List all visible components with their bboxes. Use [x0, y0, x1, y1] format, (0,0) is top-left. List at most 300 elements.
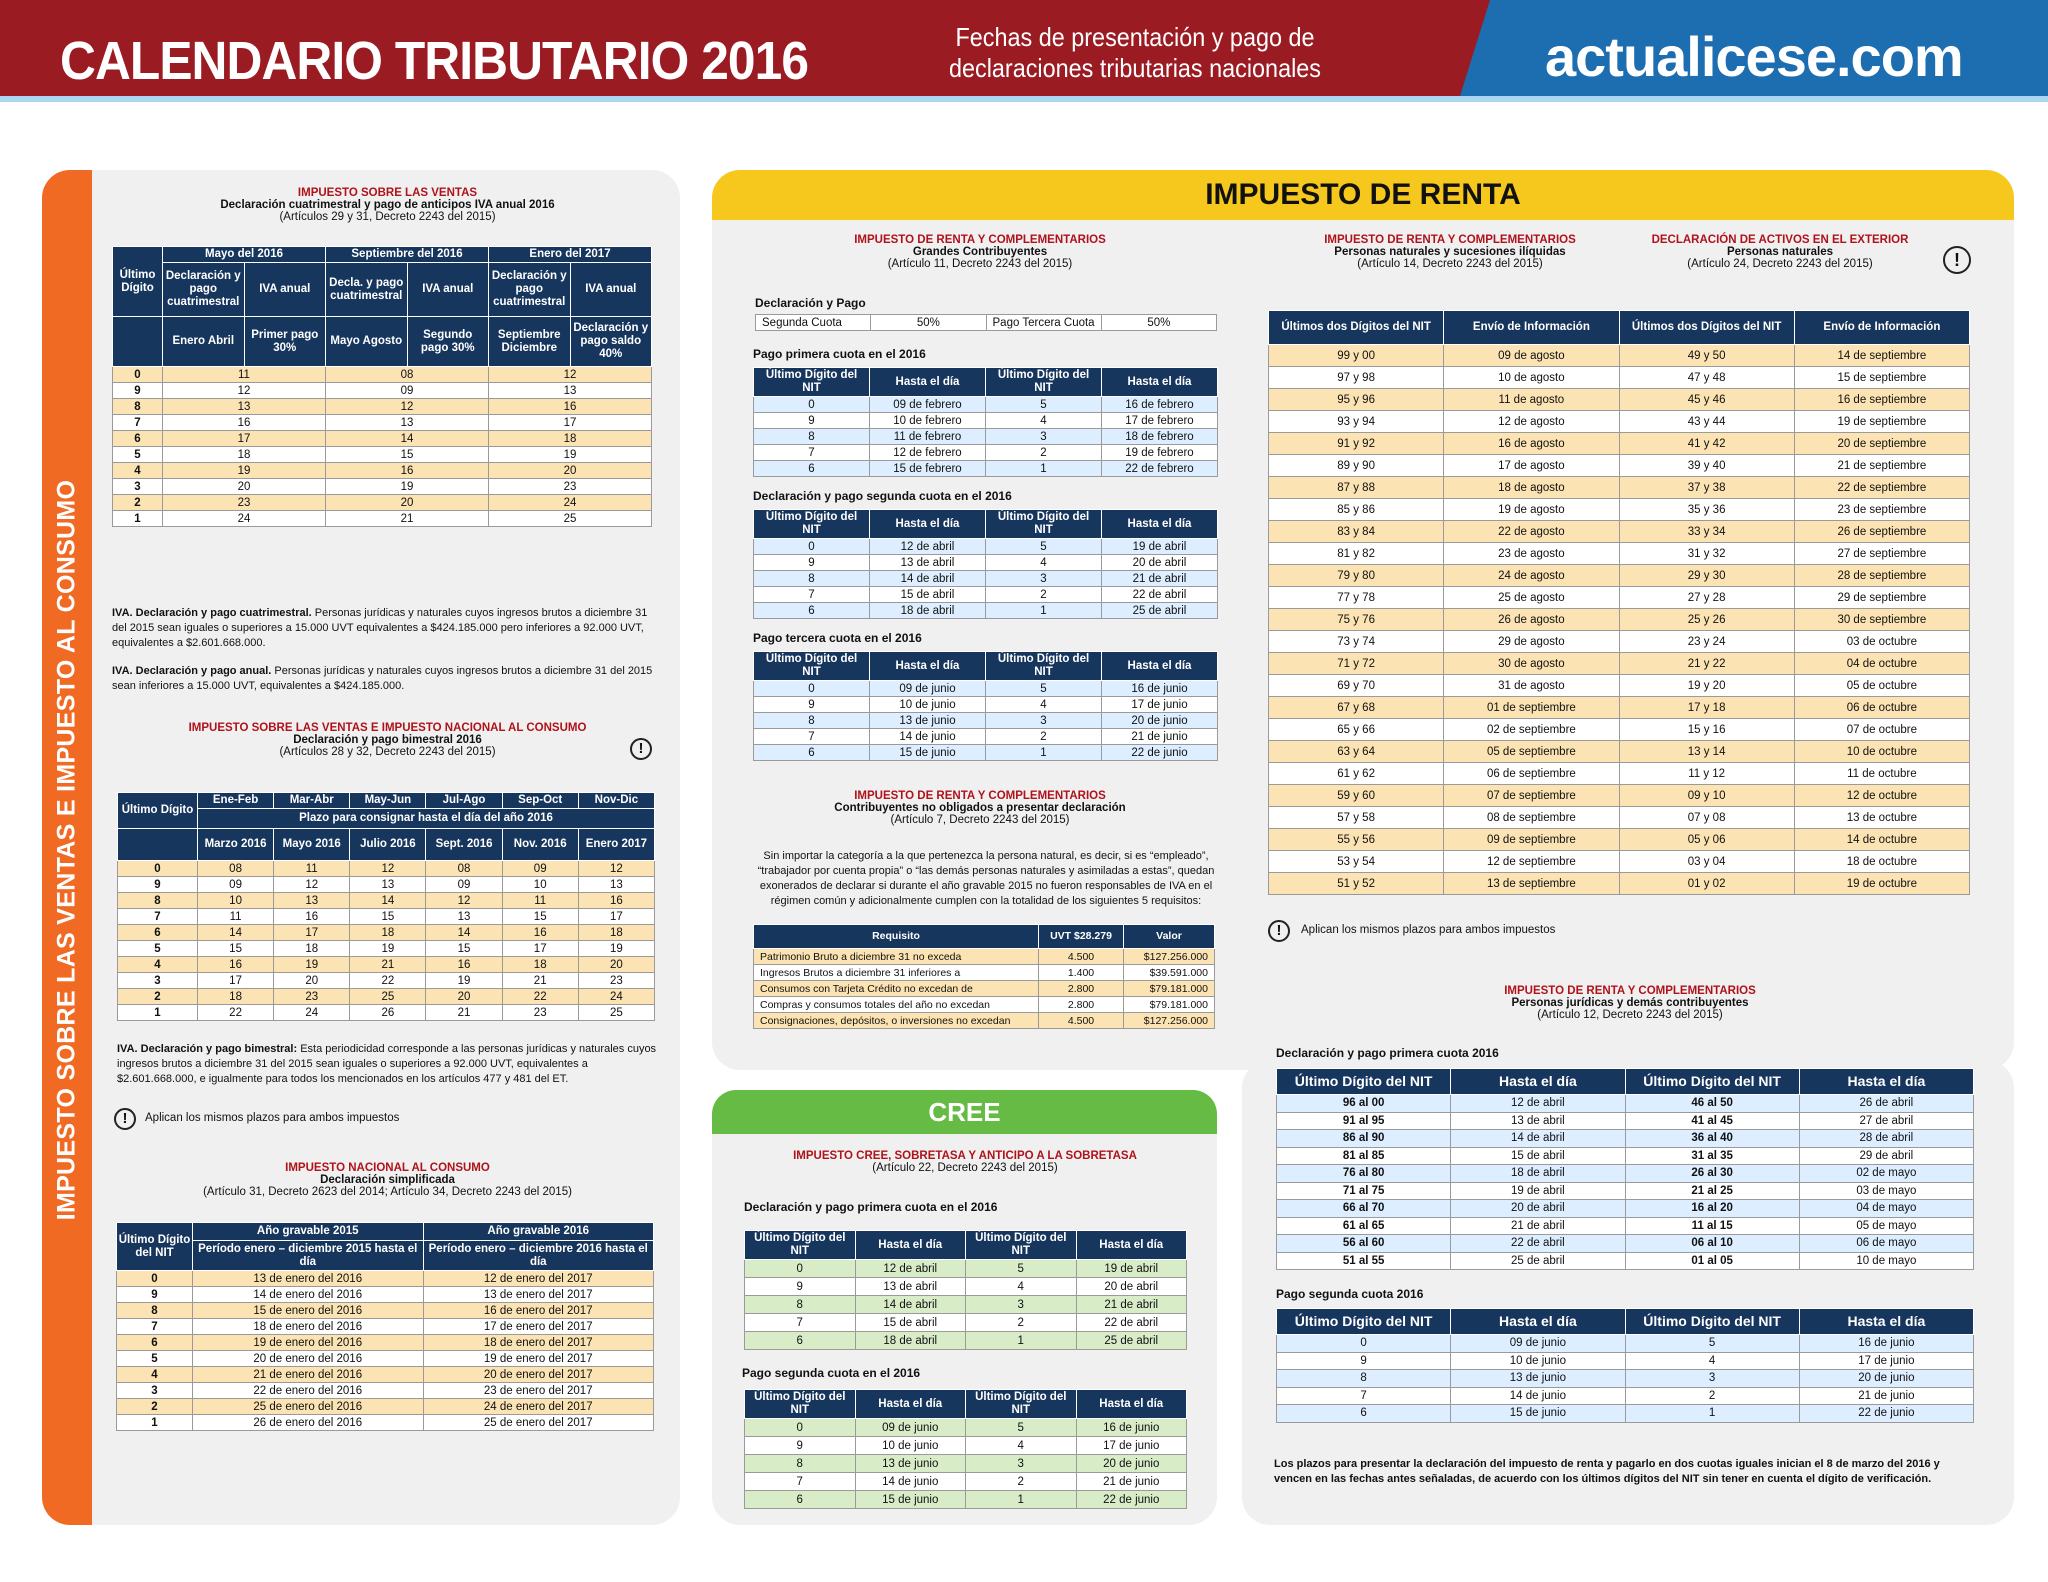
table-cell: 26 de septiembre	[1794, 521, 1969, 543]
pn-heading	[1270, 234, 1630, 270]
table-cell: 0	[745, 1260, 856, 1278]
table-cell: 22 de abril	[1102, 587, 1218, 603]
table-cell: 11	[163, 367, 326, 383]
table-row	[1269, 609, 1970, 631]
table-row	[113, 479, 652, 495]
table-cell: 93 y 94	[1269, 411, 1444, 433]
table-cell: 11	[274, 861, 350, 877]
table-cell: 14 de junio	[855, 1473, 966, 1491]
table-row	[113, 495, 652, 511]
table-cell: 25	[350, 989, 426, 1005]
ivab-h-month: Enero 2017	[578, 829, 654, 861]
table-row	[117, 1271, 654, 1287]
table-cell: 75 y 76	[1269, 609, 1444, 631]
table-row	[1269, 873, 1970, 895]
table-cell: 6	[754, 603, 870, 619]
table-cell: 51 al 55	[1277, 1252, 1451, 1270]
table-cell: 09 de junio	[870, 681, 986, 697]
inc-h-year: Año gravable 2016	[423, 1223, 654, 1241]
table-cell: 12 de abril	[1451, 1095, 1625, 1113]
table-cell: 4	[986, 413, 1102, 429]
table-cell: 05 de septiembre	[1444, 741, 1619, 763]
table-cell: 2.800	[1039, 997, 1124, 1013]
table-cell: 2	[986, 729, 1102, 745]
table-cell: 12 de febrero	[870, 445, 986, 461]
inc-ref: (Artículo 31, Decreto 2623 del 2014; Artículo 34, Decreto 2243 del 2015)	[203, 1186, 572, 1198]
table-cell: 35 y 36	[1619, 499, 1794, 521]
ivab-h-month: Julio 2016	[350, 829, 426, 861]
table-cell: 18	[274, 941, 350, 957]
table-cell: 17	[274, 925, 350, 941]
table-cell: 12	[426, 893, 502, 909]
table-row	[1269, 499, 1970, 521]
table-row	[118, 989, 655, 1005]
pj-title: IMPUESTO DE RENTA Y COMPLEMENTARIOS	[1504, 985, 1756, 997]
table-cell: 08	[198, 861, 274, 877]
table-cell: 16 de junio	[1799, 1335, 1973, 1353]
table-cell: 23 y 24	[1619, 631, 1794, 653]
table-cell: 1	[986, 461, 1102, 477]
table-cell: 13 de abril	[1451, 1112, 1625, 1130]
table-row	[118, 941, 655, 957]
table-row	[754, 729, 1218, 745]
table-cell: 3	[986, 429, 1102, 445]
table-cell: 8	[745, 1455, 856, 1473]
table-cell: 03 de octubre	[1794, 631, 1969, 653]
note-text: Personas jurídicas y naturales cuyos ingresos brutos a diciembre 31 del 2015 sean inferiores a 15.000 UVT, equivalentes a $424.185.000.	[112, 665, 653, 692]
table-cell: 17 de junio	[1102, 697, 1218, 713]
table-row	[1277, 1130, 1974, 1148]
table-cell: 2	[986, 587, 1102, 603]
table-cell: 11	[502, 893, 578, 909]
cree-h: Hasta el día	[1076, 1231, 1187, 1260]
table-row	[745, 1419, 1187, 1437]
table-cell: 41 al 45	[1625, 1112, 1799, 1130]
iva4-h-sub2: Septiembre Diciembre	[489, 317, 571, 367]
table-cell: 12 de abril	[855, 1260, 966, 1278]
table-cell: 16 de enero del 2017	[423, 1303, 654, 1319]
table-cell: 13 de octubre	[1794, 807, 1969, 829]
no-title: IMPUESTO DE RENTA Y COMPLEMENTARIOS	[854, 790, 1106, 802]
table-cell: 9	[745, 1278, 856, 1296]
iva4-h-digit: Último Dígito	[113, 247, 163, 317]
table-cell: 45 y 46	[1619, 389, 1794, 411]
table-cell: 49 y 50	[1619, 345, 1794, 367]
table-row	[754, 997, 1215, 1013]
table-row	[1277, 1095, 1974, 1113]
table-cell: 1	[113, 511, 163, 527]
table-cell: 16 de junio	[1102, 681, 1218, 697]
table-row	[1269, 697, 1970, 719]
table-row	[113, 383, 652, 399]
table-cell: 83 y 84	[1269, 521, 1444, 543]
table-cell: 28 de abril	[1799, 1130, 1973, 1148]
table-row	[1269, 433, 1970, 455]
table-cell: 23	[163, 495, 326, 511]
table-cell: 26 de enero del 2016	[193, 1415, 424, 1431]
table-row	[754, 555, 1218, 571]
ivab-h-blank	[118, 829, 198, 861]
table-cell: 22 de agosto	[1444, 521, 1619, 543]
table-cell: 91 y 92	[1269, 433, 1444, 455]
table-row	[745, 1437, 1187, 1455]
gc-decl-label: Declaración y Pago	[755, 296, 866, 310]
table-cell: 06 de septiembre	[1444, 763, 1619, 785]
table-cell: 13 de septiembre	[1444, 873, 1619, 895]
gc-h: Hasta el día	[870, 368, 986, 397]
no-h: UVT $28.279	[1039, 925, 1124, 949]
table-row	[1277, 1217, 1974, 1235]
table-cell: 23 de enero del 2017	[423, 1383, 654, 1399]
table-cell: 20 de abril	[1102, 555, 1218, 571]
table-cell: 17 de febrero	[1102, 413, 1218, 429]
table-cell: 19	[326, 479, 489, 495]
table-cell: 25 de abril	[1076, 1332, 1187, 1350]
table-cell: 29 de septiembre	[1794, 587, 1969, 609]
table-cell: 12	[350, 861, 426, 877]
pj-h: Hasta el día	[1451, 1309, 1625, 1335]
table-cell: 4.500	[1039, 949, 1124, 965]
table-row	[118, 973, 655, 989]
table-cell: Ingresos Brutos a diciembre 31 inferiores a	[754, 965, 1039, 981]
table-cell: 1	[966, 1491, 1077, 1509]
table-row	[1277, 1200, 1974, 1218]
table-cell: 25 de abril	[1102, 603, 1218, 619]
pj-label-1: Declaración y pago primera cuota 2016	[1276, 1046, 1499, 1060]
activos-title: DECLARACIÓN DE ACTIVOS EN EL EXTERIOR	[1651, 234, 1909, 246]
table-cell: 6	[1277, 1405, 1451, 1423]
table-row	[113, 367, 652, 383]
table-row	[1269, 675, 1970, 697]
inc-h-year: Año gravable 2015	[193, 1223, 424, 1241]
table-cell: 24	[578, 989, 654, 1005]
cree-ref: (Artículo 22, Decreto 2243 del 2015)	[872, 1162, 1058, 1174]
table-cell: 6	[745, 1491, 856, 1509]
gc-h: Último Dígito del NIT	[986, 510, 1102, 539]
table-cell: 14	[426, 925, 502, 941]
table-cell: 1	[117, 1415, 193, 1431]
note-text: Personas jurídicas y naturales cuyos ingresos brutos a diciembre 31 del 2015 sean iguales o superiores a 15.000 UVT equivalentes a $424.185.000 pero inferiores a 92.000 UVT, equivalentes a $2.601.668.000.	[112, 607, 648, 649]
pj-h: Último Dígito del NIT	[1277, 1309, 1451, 1335]
activos-heading	[1600, 234, 1960, 270]
table-cell: 15	[326, 447, 489, 463]
table-cell: 5	[966, 1260, 1077, 1278]
table-cell: 17	[163, 431, 326, 447]
iva4-h-sub2: Segundo pago 30%	[407, 317, 489, 367]
table-cell: 19	[163, 463, 326, 479]
table-row	[1277, 1370, 1974, 1388]
table-cell: 12	[578, 861, 654, 877]
table-cell: 10 de mayo	[1799, 1252, 1973, 1270]
table-row	[117, 1287, 654, 1303]
table-cell: 20	[326, 495, 489, 511]
iva4-table	[112, 246, 652, 527]
table-cell: 22	[198, 1005, 274, 1021]
gc-h: Último Dígito del NIT	[754, 510, 870, 539]
table-cell: 04 de mayo	[1799, 1200, 1973, 1218]
table-cell: 66 al 70	[1277, 1200, 1451, 1218]
table-cell: 26	[350, 1005, 426, 1021]
table-cell: 79 y 80	[1269, 565, 1444, 587]
gc-ref: (Artículo 11, Decreto 2243 del 2015)	[887, 258, 1073, 270]
table-cell: 20	[426, 989, 502, 1005]
table-cell: 0	[754, 397, 870, 413]
table-cell: 3	[966, 1455, 1077, 1473]
table-cell: 14 de septiembre	[1794, 345, 1969, 367]
table-cell: 22 de enero del 2016	[193, 1383, 424, 1399]
table-cell: 07 de septiembre	[1444, 785, 1619, 807]
table-cell: 15 de septiembre	[1794, 367, 1969, 389]
gc-h: Hasta el día	[1102, 652, 1218, 681]
inc-table	[116, 1222, 654, 1431]
table-row	[754, 397, 1218, 413]
cree-section-title: CREE	[928, 1097, 1001, 1127]
iva4-subtitle: Declaración cuatrimestral y pago de anticipos IVA anual 2016	[220, 199, 555, 211]
table-cell: 9	[117, 1287, 193, 1303]
table-cell: 21 de junio	[1799, 1387, 1973, 1405]
table-cell: 3	[986, 713, 1102, 729]
table-cell: Compras y consumos totales del año no excedan	[754, 997, 1039, 1013]
table-row	[117, 1383, 654, 1399]
table-cell: 15 de abril	[1451, 1147, 1625, 1165]
table-cell: 1	[966, 1332, 1077, 1350]
table-cell: 8	[754, 429, 870, 445]
table-row	[1277, 1147, 1974, 1165]
table-cell: 01 al 05	[1625, 1252, 1799, 1270]
table-cell: 12	[326, 399, 489, 415]
table-cell: 11 y 12	[1619, 763, 1794, 785]
gc-table-3	[753, 651, 1218, 761]
table-cell: 20	[163, 479, 326, 495]
table-cell: 20 de septiembre	[1794, 433, 1969, 455]
table-cell: 29 de agosto	[1444, 631, 1619, 653]
table-cell: 95 y 96	[1269, 389, 1444, 411]
table-cell: 16	[163, 415, 326, 431]
table-cell: 28 de septiembre	[1794, 565, 1969, 587]
table-cell: 19 y 20	[1619, 675, 1794, 697]
gc-table-2	[753, 509, 1218, 619]
table-cell: 43 y 44	[1619, 411, 1794, 433]
table-cell: 12 de agosto	[1444, 411, 1619, 433]
table-cell: 31 y 32	[1619, 543, 1794, 565]
table-cell: 03 de mayo	[1799, 1182, 1973, 1200]
table-cell: 11 de agosto	[1444, 389, 1619, 411]
table-cell: 4	[986, 555, 1102, 571]
table-cell: 4	[118, 957, 198, 973]
table-row	[1277, 1182, 1974, 1200]
table-cell: 5	[986, 681, 1102, 697]
table-cell: 4	[966, 1437, 1077, 1455]
pn-ref: (Artículo 14, Decreto 2243 del 2015)	[1357, 258, 1543, 270]
table-cell: 29 de abril	[1799, 1147, 1973, 1165]
table-cell: Consumos con Tarjeta Crédito no excedan de	[754, 981, 1039, 997]
table-row	[754, 697, 1218, 713]
table-cell: 21 de septiembre	[1794, 455, 1969, 477]
table-cell: 17	[578, 909, 654, 925]
pn-h: Envío de Información	[1444, 311, 1619, 345]
table-cell: 7	[745, 1473, 856, 1491]
table-cell: 19 de abril	[1102, 539, 1218, 555]
gc-split-cell: 50%	[1101, 315, 1216, 331]
table-cell: 19 de abril	[1076, 1260, 1187, 1278]
table-cell: 8	[754, 571, 870, 587]
table-cell: 20 de enero del 2017	[423, 1367, 654, 1383]
table-cell: 05 de mayo	[1799, 1217, 1973, 1235]
table-cell: 13	[274, 893, 350, 909]
table-cell: 18 de abril	[1451, 1165, 1625, 1183]
table-cell: 21 de enero del 2016	[193, 1367, 424, 1383]
table-cell: 25	[489, 511, 652, 527]
table-cell: 77 y 78	[1269, 587, 1444, 609]
iva4-h-sub: IVA anual	[570, 263, 652, 317]
brand-logo[interactable]: actualicese.com	[1545, 25, 1963, 88]
table-cell: 25 de agosto	[1444, 587, 1619, 609]
table-cell: 06 de mayo	[1799, 1235, 1973, 1253]
table-cell: 08	[326, 367, 489, 383]
gc-h: Hasta el día	[1102, 510, 1218, 539]
table-cell: 3	[118, 973, 198, 989]
ivab-h-period: Mar-Abr	[274, 793, 350, 809]
table-cell: 11 al 15	[1625, 1217, 1799, 1235]
no-heading	[740, 790, 1220, 826]
left-vertical-title: IMPUESTO SOBRE LAS VENTAS E IMPUESTO AL CONSUMO	[52, 479, 81, 1221]
table-cell: 13	[350, 877, 426, 893]
gc-label-3: Pago tercera cuota en el 2016	[753, 631, 922, 645]
gc-split-table	[755, 314, 1217, 331]
table-cell: 3	[113, 479, 163, 495]
renta-section-title: IMPUESTO DE RENTA	[1205, 178, 1521, 211]
table-cell: 8	[113, 399, 163, 415]
iva4-h-sub2: Declaración y pago saldo 40%	[570, 317, 652, 367]
table-cell: 16	[274, 909, 350, 925]
table-cell: 87 y 88	[1269, 477, 1444, 499]
cree-table-2	[744, 1389, 1187, 1509]
table-cell: 14 de abril	[855, 1296, 966, 1314]
table-cell: 09 de agosto	[1444, 345, 1619, 367]
table-cell: 09	[198, 877, 274, 893]
table-cell: 57 y 58	[1269, 807, 1444, 829]
table-cell: 3	[117, 1383, 193, 1399]
table-cell: 06 al 10	[1625, 1235, 1799, 1253]
table-cell: 8	[745, 1296, 856, 1314]
table-cell: 0	[754, 681, 870, 697]
table-cell: 4.500	[1039, 1013, 1124, 1029]
table-cell: 17	[489, 415, 652, 431]
gc-heading	[740, 234, 1220, 270]
table-cell: 2	[966, 1473, 1077, 1491]
no-h: Valor	[1124, 925, 1215, 949]
table-cell: 21 de abril	[1102, 571, 1218, 587]
table-row	[1269, 345, 1970, 367]
table-cell: 16 de septiembre	[1794, 389, 1969, 411]
iva4-h-sub: Declaración y pago cuatrimestral	[489, 263, 571, 317]
table-row	[1269, 719, 1970, 741]
table-cell: 11	[198, 909, 274, 925]
table-cell: 6	[118, 925, 198, 941]
table-cell: 10 de junio	[870, 697, 986, 713]
table-row	[745, 1473, 1187, 1491]
iva4-note-1	[112, 606, 657, 651]
table-row	[745, 1455, 1187, 1473]
table-cell: 6	[113, 431, 163, 447]
table-cell: 06 de octubre	[1794, 697, 1969, 719]
table-row	[1269, 455, 1970, 477]
table-cell: 14 de junio	[870, 729, 986, 745]
table-row	[117, 1399, 654, 1415]
table-cell: 2	[118, 989, 198, 1005]
table-cell: 12 de octubre	[1794, 785, 1969, 807]
table-row	[118, 877, 655, 893]
table-cell: 5	[117, 1351, 193, 1367]
ivab-h-period: Jul-Ago	[426, 793, 502, 809]
gc-split-cell: 50%	[871, 315, 986, 331]
cree-h: Último Dígito del NIT	[745, 1231, 856, 1260]
ivab-h-period: Nov-Dic	[578, 793, 654, 809]
gc-h: Hasta el día	[1102, 368, 1218, 397]
iva4-h-group-1: Mayo del 2016	[163, 247, 326, 263]
table-cell: 13	[163, 399, 326, 415]
table-cell: 5	[986, 539, 1102, 555]
table-cell: 16	[426, 957, 502, 973]
table-cell: 99 y 00	[1269, 345, 1444, 367]
table-cell: 18 de enero del 2017	[423, 1335, 654, 1351]
table-cell: 19 de septiembre	[1794, 411, 1969, 433]
iva4-h-group-3: Enero del 2017	[489, 247, 652, 263]
table-cell: 09 y 10	[1619, 785, 1794, 807]
table-row	[754, 539, 1218, 555]
table-cell: 10 de febrero	[870, 413, 986, 429]
gc-table-1	[753, 367, 1218, 477]
table-row	[754, 949, 1215, 965]
table-cell: 71 y 72	[1269, 653, 1444, 675]
table-cell: 19	[350, 941, 426, 957]
table-row	[117, 1335, 654, 1351]
table-row	[1269, 807, 1970, 829]
warning-icon: !	[1943, 246, 1971, 274]
inc-h-digit: Último Dígito del NIT	[117, 1223, 193, 1271]
table-cell: 12	[489, 367, 652, 383]
table-cell: 14	[326, 431, 489, 447]
table-cell: 15	[198, 941, 274, 957]
table-row	[118, 957, 655, 973]
table-cell: 89 y 90	[1269, 455, 1444, 477]
table-cell: 15	[426, 941, 502, 957]
table-cell: 21 y 22	[1619, 653, 1794, 675]
gc-label-2: Declaración y pago segunda cuota en el 2016	[753, 489, 1012, 503]
table-row	[118, 909, 655, 925]
table-cell: 20 de junio	[1799, 1370, 1973, 1388]
table-cell: $79.181.000	[1124, 981, 1215, 997]
table-row	[754, 1013, 1215, 1029]
table-cell: 09	[426, 877, 502, 893]
table-cell: 12 de septiembre	[1444, 851, 1619, 873]
table-cell: 19	[274, 957, 350, 973]
table-cell: 12	[274, 877, 350, 893]
table-cell: 12	[163, 383, 326, 399]
table-cell: 14 de octubre	[1794, 829, 1969, 851]
table-cell: 86 al 90	[1277, 1130, 1451, 1148]
table-cell: 7	[754, 587, 870, 603]
gc-h: Hasta el día	[870, 510, 986, 539]
table-row	[1277, 1165, 1974, 1183]
cree-h: Hasta el día	[855, 1231, 966, 1260]
subtitle-line-2: declaraciones tributarias nacionales	[948, 53, 1322, 83]
ivab-table	[117, 792, 655, 1021]
pj-h: Hasta el día	[1451, 1069, 1625, 1095]
table-cell: 24	[163, 511, 326, 527]
ivab-h-month: Sept. 2016	[426, 829, 502, 861]
cree-label-2: Pago segunda cuota en el 2016	[742, 1366, 921, 1380]
